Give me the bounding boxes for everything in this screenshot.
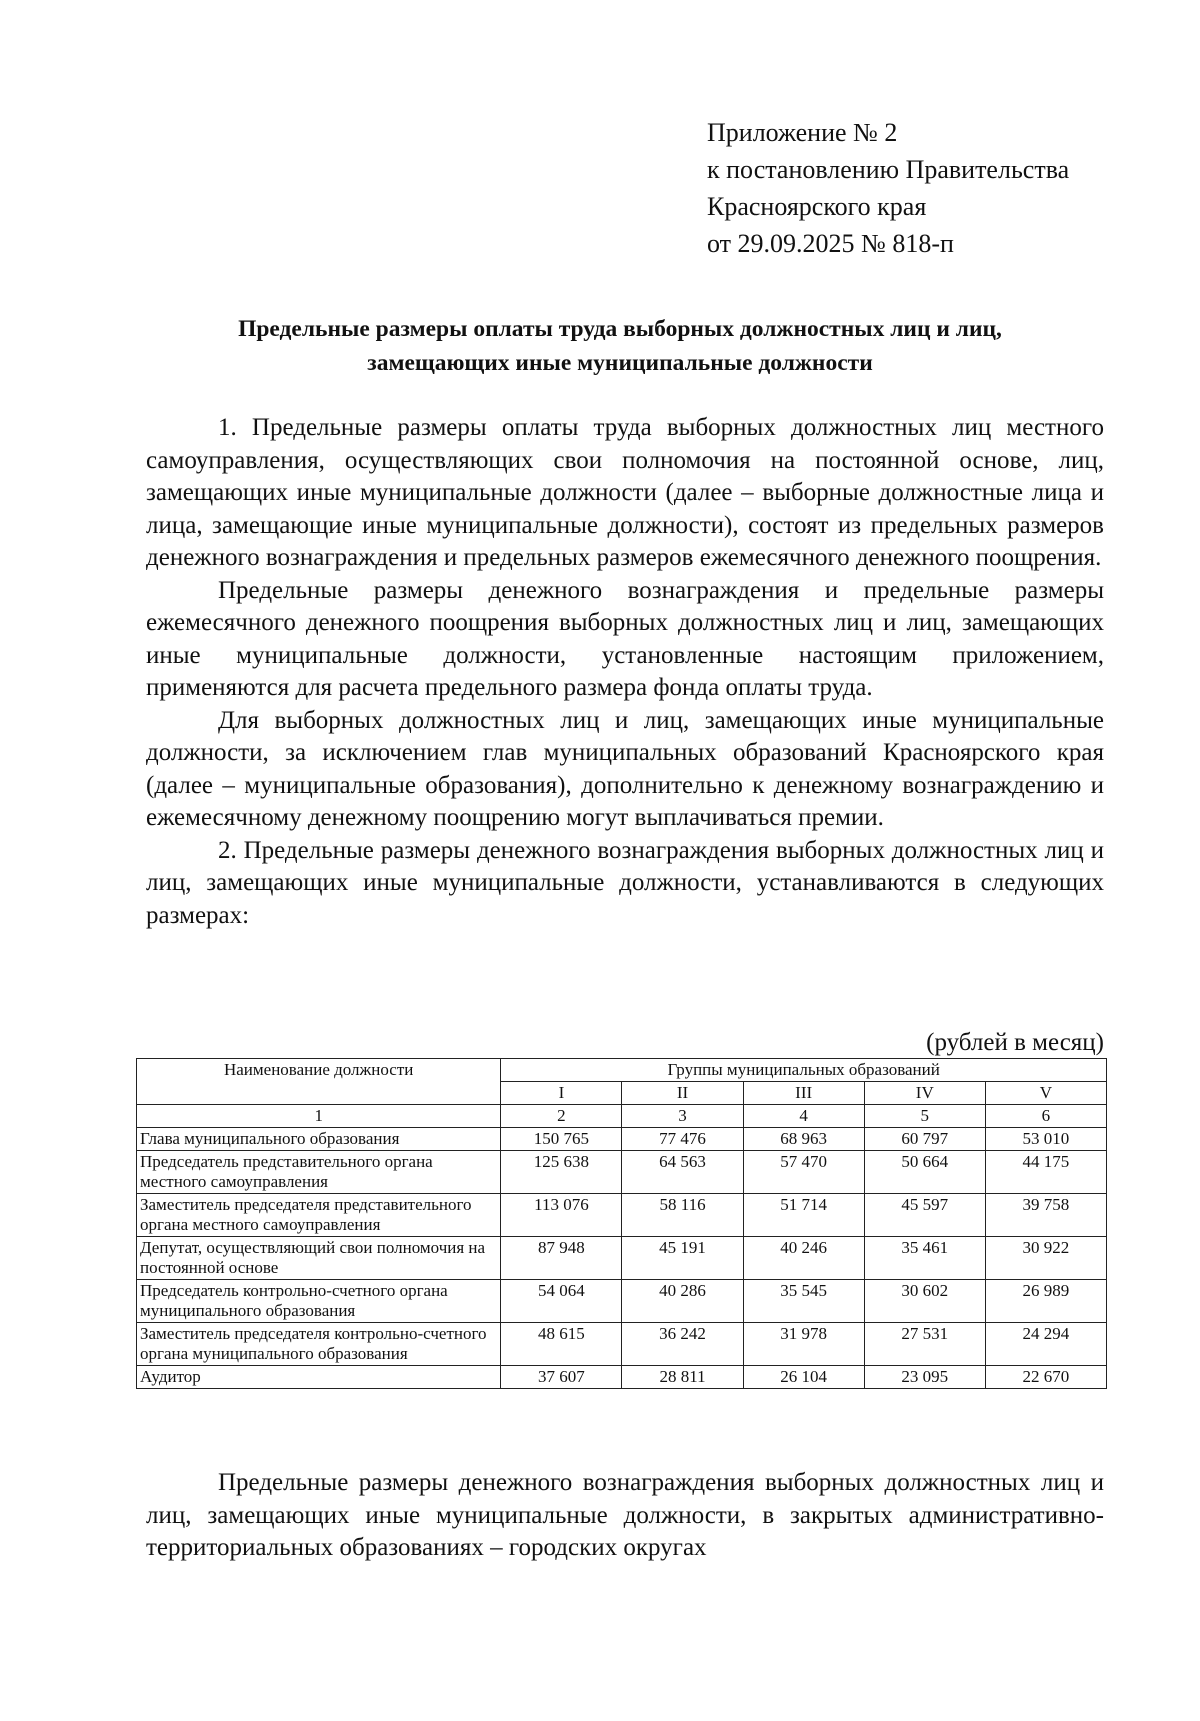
salary-value: 23 095 <box>864 1366 985 1389</box>
salary-value: 77 476 <box>622 1128 743 1151</box>
title-line: замещающих иные муниципальные должности <box>367 350 873 376</box>
salary-value: 36 242 <box>622 1323 743 1366</box>
salary-value: 53 010 <box>985 1128 1106 1151</box>
units-note: (рублей в месяц) <box>926 1029 1104 1056</box>
header-group: IV <box>864 1082 985 1105</box>
paragraph: Предельные размеры денежного вознаграждения выборных должностных лиц и лиц, замещающих иные муниципальные должности, в закрытых административно-территориальных образованиях – городских округах <box>146 1469 1104 1561</box>
salary-value: 44 175 <box>985 1151 1106 1194</box>
header-group: I <box>501 1082 622 1105</box>
appendix-header <box>707 114 1069 262</box>
salary-value: 40 286 <box>622 1280 743 1323</box>
header-group: II <box>622 1082 743 1105</box>
table-row <box>137 1237 1107 1280</box>
position-name: Аудитор <box>137 1366 501 1389</box>
salary-value: 58 116 <box>622 1194 743 1237</box>
salary-value: 35 461 <box>864 1237 985 1280</box>
paragraph: Предельные размеры денежного вознаграждения и предельные размеры ежемесячного денежного поощрения выборных должностных лиц и лиц, замещающих иные муниципальные должности, установленные настоящим приложением, применяются для расчета предельного размера фонда оплаты труда. <box>146 576 1104 701</box>
salary-value: 24 294 <box>985 1323 1106 1366</box>
appendix-line: к постановлению Правительства <box>707 155 1070 184</box>
header-position-name: Наименование должности <box>137 1059 501 1105</box>
position-name: Председатель представительного органа местного самоуправления <box>137 1151 501 1194</box>
column-number: 5 <box>864 1105 985 1128</box>
column-number: 2 <box>501 1105 622 1128</box>
table-row <box>137 1323 1107 1366</box>
salary-value: 60 797 <box>864 1128 985 1151</box>
body-text-lower <box>146 1467 1104 1565</box>
header-municipal-groups: Группы муниципальных образований <box>501 1059 1107 1082</box>
salary-value: 57 470 <box>743 1151 864 1194</box>
salary-value: 45 597 <box>864 1194 985 1237</box>
column-number: 1 <box>137 1105 501 1128</box>
table-row <box>137 1366 1107 1389</box>
salary-value: 125 638 <box>501 1151 622 1194</box>
table-row <box>137 1151 1107 1194</box>
table-row <box>137 1280 1107 1323</box>
paragraph: 2. Предельные размеры денежного вознаграждения выборных должностных лиц и лиц, замещающих иные муниципальные должности, устанавливаются в следующих размерах: <box>146 836 1104 929</box>
salary-value: 27 531 <box>864 1323 985 1366</box>
position-name: Заместитель председателя представительного органа местного самоуправления <box>137 1194 501 1237</box>
position-name: Заместитель председателя контрольно-счетного органа муниципального образования <box>137 1323 501 1366</box>
salary-value: 87 948 <box>501 1237 622 1280</box>
column-number: 4 <box>743 1105 864 1128</box>
title-line: Предельные размеры оплаты труда выборных должностных лиц и лиц, <box>238 316 1002 342</box>
salary-value: 37 607 <box>501 1366 622 1389</box>
salary-value: 30 922 <box>985 1237 1106 1280</box>
salary-table <box>136 1058 1107 1389</box>
appendix-line: Красноярского края <box>707 192 927 221</box>
salary-value: 45 191 <box>622 1237 743 1280</box>
position-name: Председатель контрольно-счетного органа муниципального образования <box>137 1280 501 1323</box>
appendix-line: от 29.09.2025 № 818-п <box>707 229 954 258</box>
column-number: 6 <box>985 1105 1106 1128</box>
paragraph: 1. Предельные размеры оплаты труда выборных должностных лиц местного самоуправления, осуществляющих свои полномочия на постоянной основе, лиц, замещающих иные муниципальные должности (далее – выборные должностные лица и лица, замещающие иные муниципальные должности), состоят из предельных размеров денежного вознаграждения и предельных размеров ежемесячного денежного поощрения. <box>146 414 1104 571</box>
position-name: Глава муниципального образования <box>137 1128 501 1151</box>
header-group: III <box>743 1082 864 1105</box>
document-title <box>140 312 1100 380</box>
salary-value: 40 246 <box>743 1237 864 1280</box>
paragraph: Для выборных должностных лиц и лиц, замещающих иные муниципальные должности, за исключением глав муниципальных образований Красноярского края (далее – муниципальные образования), дополнительно к денежному вознаграждению и ежемесячному денежному поощрению могут выплачиваться премии. <box>146 706 1104 831</box>
salary-value: 22 670 <box>985 1366 1106 1389</box>
salary-value: 48 615 <box>501 1323 622 1366</box>
salary-value: 28 811 <box>622 1366 743 1389</box>
column-number: 3 <box>622 1105 743 1128</box>
salary-value: 51 714 <box>743 1194 864 1237</box>
salary-value: 26 989 <box>985 1280 1106 1323</box>
salary-value: 113 076 <box>501 1194 622 1237</box>
table-row <box>137 1128 1107 1151</box>
body-text-upper <box>146 412 1104 932</box>
appendix-line: Приложение № 2 <box>707 118 898 147</box>
header-group: V <box>985 1082 1106 1105</box>
salary-value: 64 563 <box>622 1151 743 1194</box>
salary-value: 50 664 <box>864 1151 985 1194</box>
position-name: Депутат, осуществляющий свои полномочия на постоянной основе <box>137 1237 501 1280</box>
salary-value: 54 064 <box>501 1280 622 1323</box>
salary-value: 68 963 <box>743 1128 864 1151</box>
salary-value: 26 104 <box>743 1366 864 1389</box>
salary-value: 39 758 <box>985 1194 1106 1237</box>
salary-value: 30 602 <box>864 1280 985 1323</box>
table-row <box>137 1194 1107 1237</box>
salary-value: 31 978 <box>743 1323 864 1366</box>
salary-table-body <box>137 1128 1107 1389</box>
salary-value: 35 545 <box>743 1280 864 1323</box>
salary-value: 150 765 <box>501 1128 622 1151</box>
